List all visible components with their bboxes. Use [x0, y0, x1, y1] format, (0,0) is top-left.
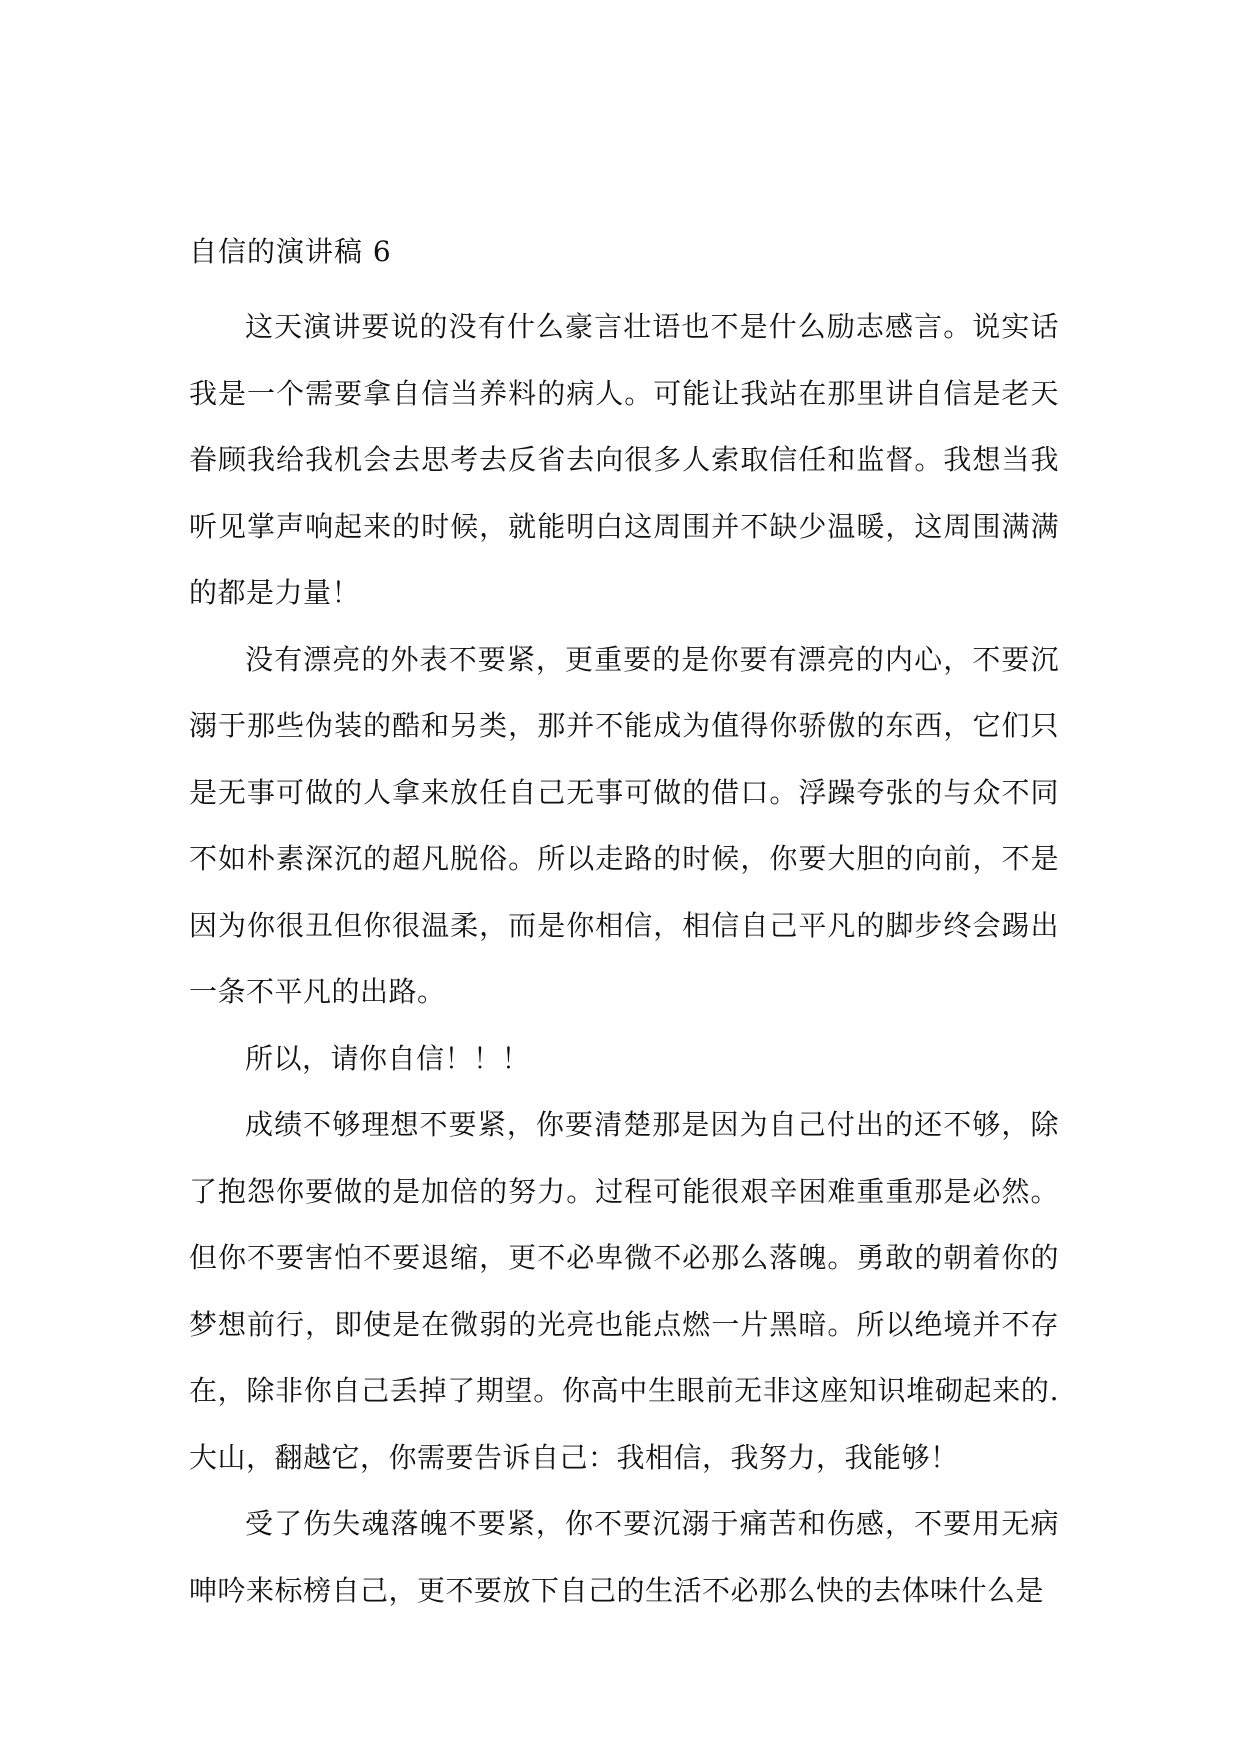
paragraph-2: 没有漂亮的外表不要紧，更重要的是你要有漂亮的内心，不要沉溺于那些伪装的酷和另类，那并不能成为值得你骄傲的东西，它们只是无事可做的人拿来放任自己无事可做的借口。浮躁夸张的与众不同不如朴素深沉的超凡脱俗。所以走路的时候，你要大胆的向前，不是因为你很丑但你很温柔，而是你相信，相信自己平凡的脚步终会踢出一条不平凡的出路。: [189, 642, 1059, 1008]
paragraph-1: 这天演讲要说的没有什么豪言壮语也不是什么励志感言。说实话我是一个需要拿自信当养料的病人。可能让我站在那里讲自信是老天眷顾我给我机会去思考去反省去向很多人索取信任和监督。我想当我听见掌声响起来的时候，就能明白这周围并不缺少温暖，这周围满满的都是力量！: [189, 310, 1059, 609]
document-page: [189, 228, 1059, 1624]
document-title: 自信的演讲稿 6: [189, 235, 392, 268]
paragraph-4: 成绩不够理想不要紧，你要清楚那是因为自己付出的还不够，除了抱怨你要做的是加倍的努力。过程可能很艰辛困难重重那是必然。但你不要害怕不要退缩，更不必卑微不必那么落魄。勇敢的朝着你的梦想前行，即使是在微弱的光亮也能点燃一片黑暗。所以绝境并不存在，除非你自己丢掉了期望。你高中生眼前无非这座知识堆砌起来的.大山，翻越它，你需要告诉自己：我相信，我努力，我能够！: [189, 1108, 1059, 1474]
paragraph-3: 所以，请你自信！！！: [245, 1041, 531, 1075]
paragraph-5: 受了伤失魂落魄不要紧，你不要沉溺于痛苦和伤感，不要用无病呻吟来标榜自己，更不要放下自己的生活不必那么快的去体味什么是: [189, 1507, 1059, 1607]
